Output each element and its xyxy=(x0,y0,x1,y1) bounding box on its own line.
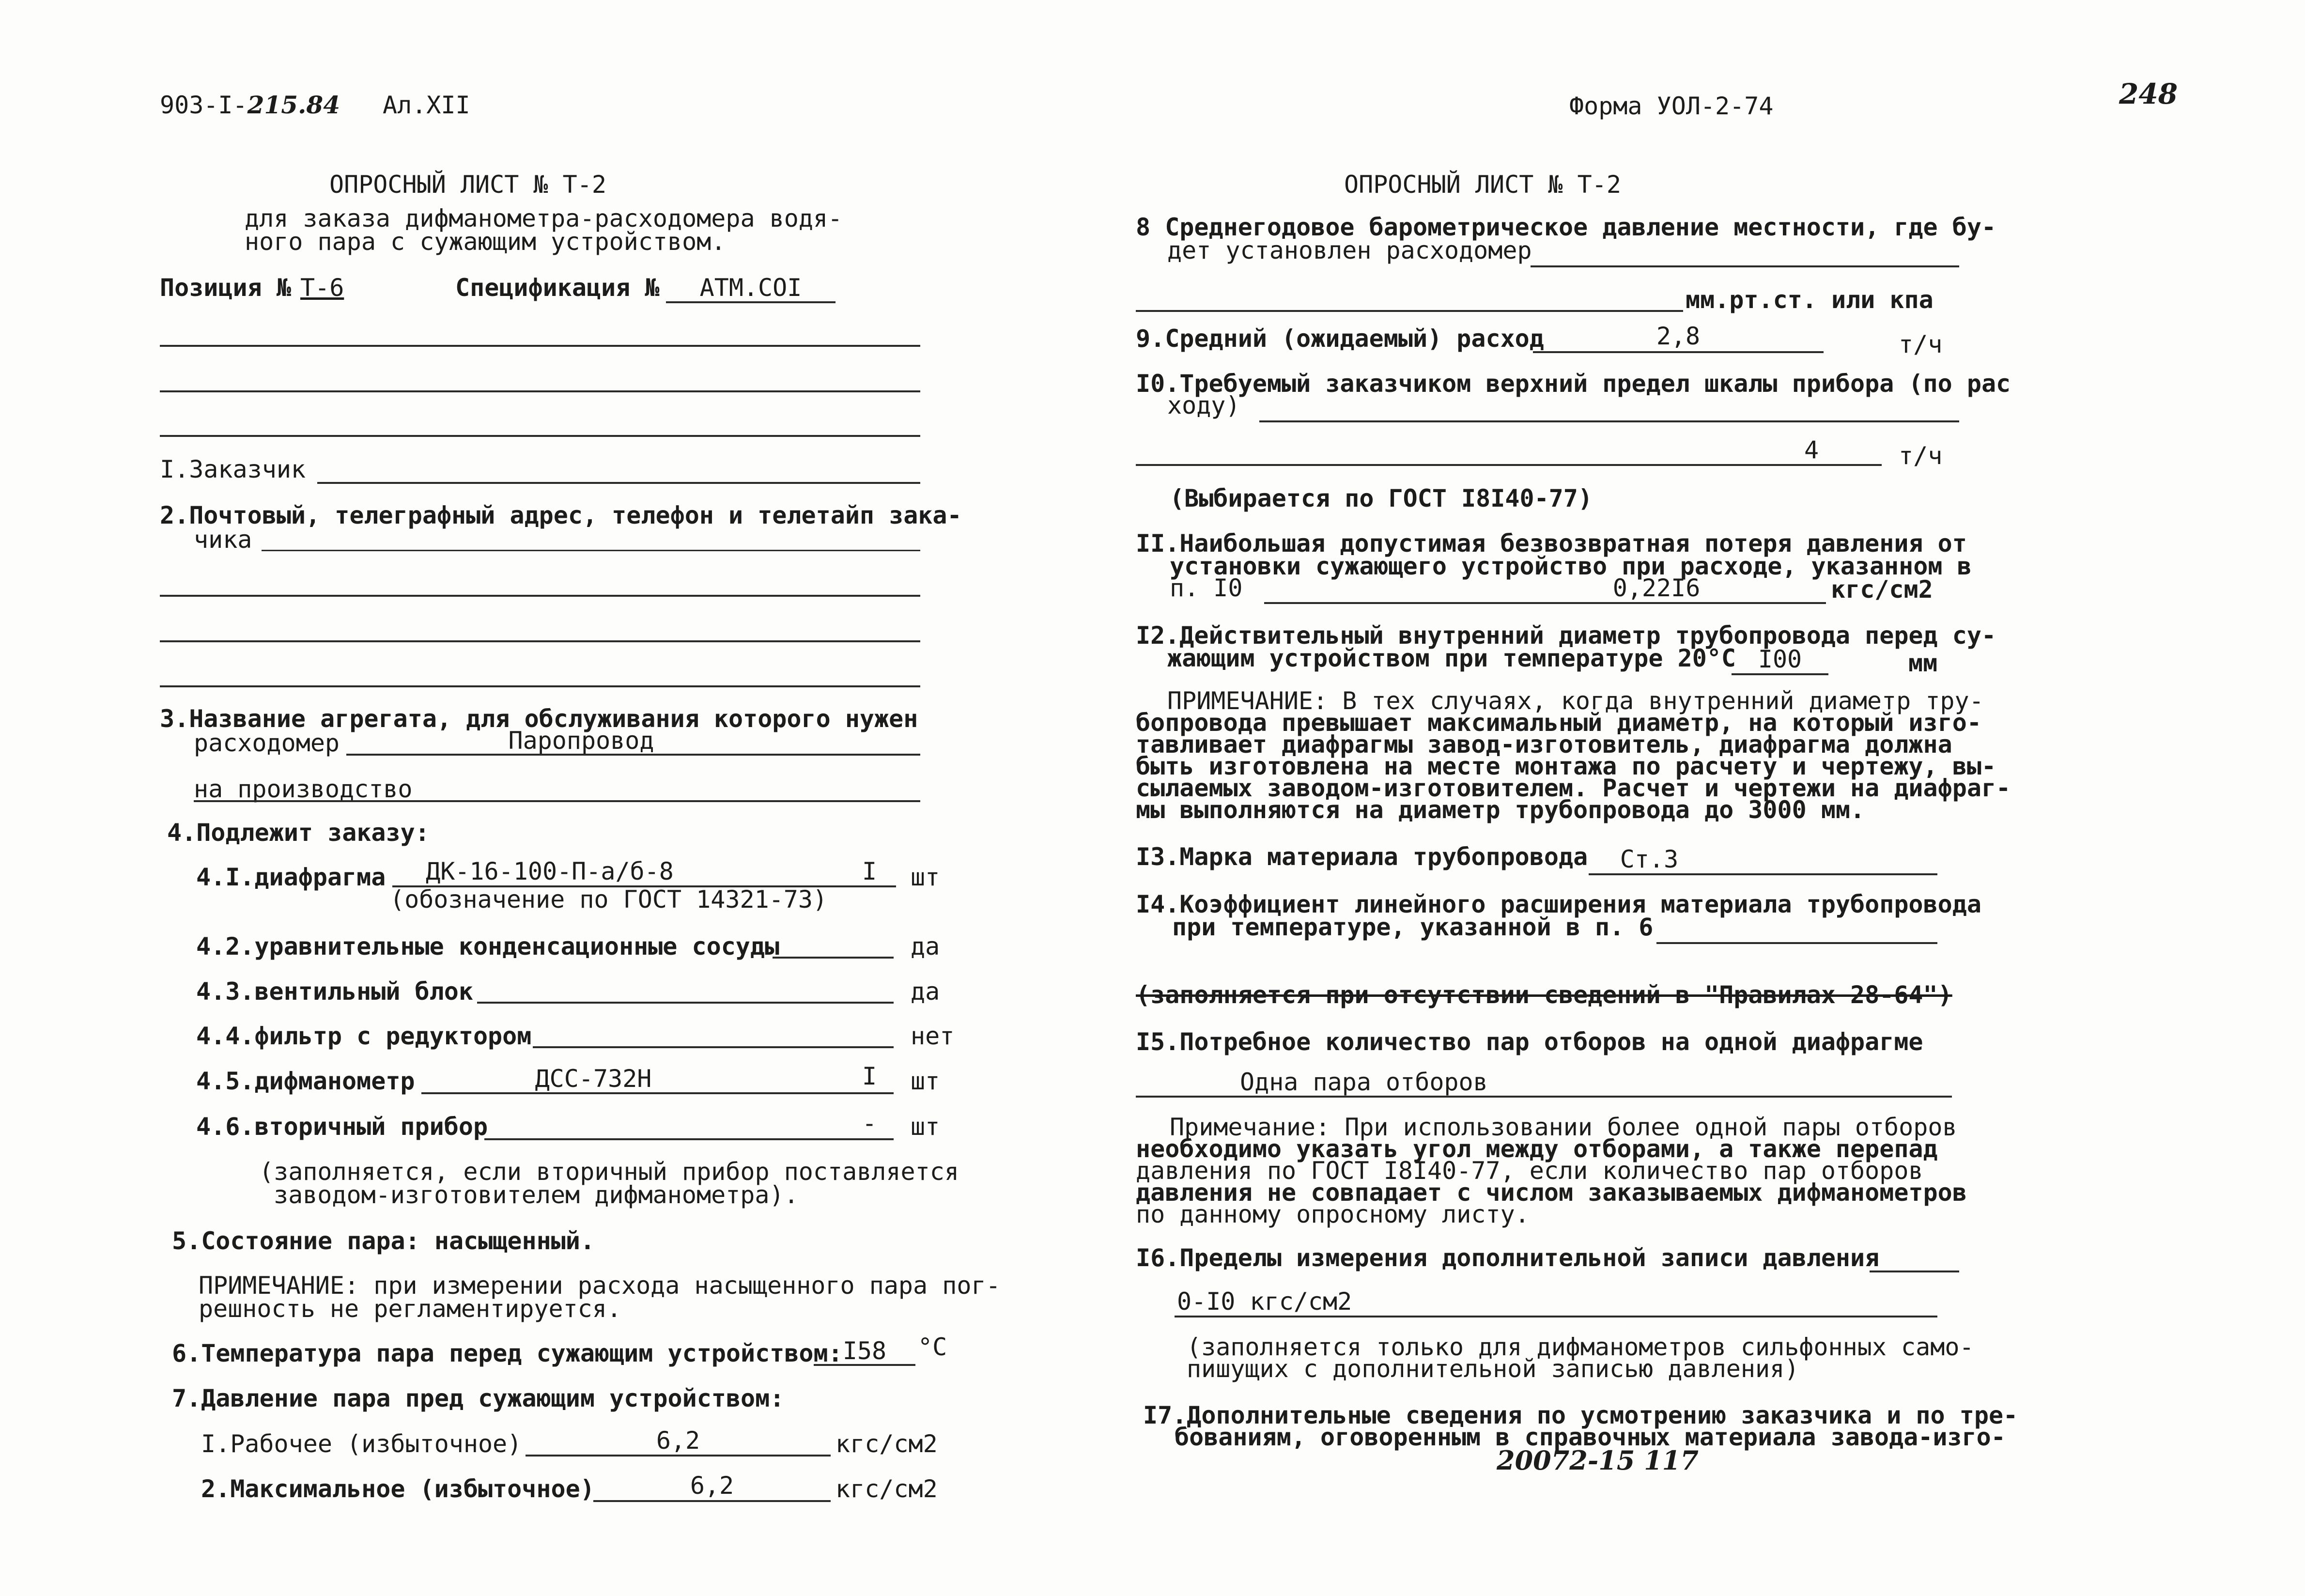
item-7-2-unit: кгс/см2 xyxy=(835,1475,938,1503)
note-16-line-2: пишущих с дополнительной записью давления) xyxy=(1187,1355,1799,1383)
album-label: Ал.XII xyxy=(383,91,470,119)
item-13-label: I3.Марка материала трубопровода xyxy=(1136,843,1588,871)
item-4-4-field xyxy=(533,1046,894,1048)
item-1-label: I.Заказчик xyxy=(160,455,306,483)
left-page xyxy=(0,0,1114,1596)
item-12-value: I00 xyxy=(1758,645,1802,673)
item-9-unit: т/ч xyxy=(1899,330,1943,358)
item-12-field xyxy=(1732,673,1828,675)
item-10-field xyxy=(1259,420,1959,422)
item-4-5-field xyxy=(421,1092,894,1094)
note-12-line-6: мы выполняются на диаметр трубопровода до 3000 мм. xyxy=(1136,796,1865,824)
item-4-1-unit: шт xyxy=(911,863,940,891)
item-12-line-2: жающим устройством при температуре 20°С xyxy=(1167,644,1736,672)
note-line-1: ПРИМЕЧАНИЕ: при измерении расхода насыщенного пара пог- xyxy=(199,1271,1001,1300)
item-4-1-label: 4.I.диафрагма xyxy=(196,863,386,891)
note-line-2: решность не регламентируется. xyxy=(199,1295,621,1323)
item-11-unit: кгс/см2 xyxy=(1831,575,1933,604)
note-15-line-4: давления не совпадает с числом заказываемых дифманометров xyxy=(1136,1178,1967,1207)
note-15-line-1: Примечание: При использовании более одной пары отборов xyxy=(1170,1113,1957,1141)
item-11-value: 0,22I6 xyxy=(1612,574,1701,602)
item-9-label: 9.Средний (ожидаемый) расход xyxy=(1136,325,1544,353)
item-8-field xyxy=(1531,265,1959,267)
note-12-line-1: ПРИМЕЧАНИЕ: В тех случаях, когда внутренний диаметр тру- xyxy=(1167,687,1984,715)
item-6-label: 6.Температура пара перед сужающим устройством: xyxy=(172,1339,843,1367)
item-6-unit: °C xyxy=(918,1333,947,1361)
item-10-value: 4 xyxy=(1804,436,1819,464)
item-7-1-value: 6,2 xyxy=(656,1426,700,1455)
item-12-line-1: I2.Действительный внутренний диаметр трубопровода перед су- xyxy=(1136,621,1996,650)
item-11-line-3: п. I0 xyxy=(1170,574,1243,602)
item-13-value: Ст.3 xyxy=(1620,845,1679,873)
spec-label: Спецификация № xyxy=(455,274,660,302)
spec-underline xyxy=(666,301,835,303)
item-4-6-note-1: (заполняется, если вторичный прибор поставляется xyxy=(259,1158,959,1186)
item-8-line-1: 8 Среднегодовое барометрическое давление местности, где бу- xyxy=(1136,213,1996,241)
item-4-2-label: 4.2.уравнительные конденсационные сосуды xyxy=(196,932,780,961)
blank-line xyxy=(160,435,920,437)
note-15-line-3: давления по ГОСТ I8I40-77, если количество пар отборов xyxy=(1136,1157,1923,1185)
item-4-4-label: 4.4.фильтр с редуктором xyxy=(196,1022,532,1050)
item-2-field xyxy=(262,550,920,551)
item-4-6-qty: - xyxy=(862,1109,877,1137)
item-3-line-2: расходомер xyxy=(194,729,340,757)
item-7-1-label: I.Рабочее (избыточное) xyxy=(201,1430,522,1458)
item-14-field xyxy=(1656,942,1937,944)
note-16-line-1: (заполняется только для дифманометров сильфонных само- xyxy=(1187,1333,1974,1361)
item-2-line-1: 2.Почтовый, телеграфный адрес, телефон и телетайп зака- xyxy=(160,501,962,529)
blank-line xyxy=(160,345,920,347)
subtitle-line-2: ного пара с сужающим устройством. xyxy=(245,228,726,256)
doc-code: 903-I-215.84 xyxy=(160,91,340,119)
spec-value: АТМ.СОI xyxy=(699,274,802,302)
item-4-6-unit: шт xyxy=(911,1113,940,1141)
item-16-field-2 xyxy=(1175,1316,1937,1317)
item-4-1-note: (обозначение по ГОСТ 14321-73) xyxy=(390,885,828,914)
form-code: Форма УОЛ-2-74 xyxy=(1569,92,1774,120)
item-10-unit: т/ч xyxy=(1899,442,1943,470)
position-value: Т-6 xyxy=(300,274,344,302)
item-4-1-value: ДК-16-100-П-а/б-8 xyxy=(426,857,674,885)
item-4-5-qty: I xyxy=(862,1062,877,1090)
item-7-2-field xyxy=(593,1500,831,1502)
item-10-field-2 xyxy=(1136,464,1882,466)
note-15-line-2: необходимо указать угол между отборами, а также перепад xyxy=(1136,1135,1938,1163)
item-4-4-unit: нет xyxy=(911,1022,955,1050)
item-12-unit: мм xyxy=(1908,649,1938,677)
item-14-line-2: при температуре, указанной в п. 6 xyxy=(1172,913,1654,941)
item-15-field xyxy=(1136,1096,1952,1098)
item-10-line-1: I0.Требуемый заказчиком верхний предел шкалы прибора (по рас xyxy=(1136,370,2011,398)
blank-line xyxy=(160,390,920,392)
item-4-2-unit: да xyxy=(911,932,940,961)
item-9-field xyxy=(1533,351,1824,353)
item-13-field xyxy=(1589,873,1937,875)
item-11-field xyxy=(1264,602,1826,604)
position-label: Позиция № xyxy=(160,274,291,302)
note-12-line-5: сылаемых заводом-изготовителем. Расчет и чертежи на диафраг- xyxy=(1136,774,2011,802)
item-8-line-2: дет установлен расходомер xyxy=(1167,236,1532,264)
item-4-label: 4.Подлежит заказу: xyxy=(167,819,430,847)
subtitle-line-1: для заказа дифманометра-расходомера водя- xyxy=(245,204,843,232)
item-16-value: 0-I0 кгс/см2 xyxy=(1177,1287,1352,1316)
item-16-label: I6.Пределы измерения дополнительной записи давления xyxy=(1136,1244,1880,1272)
item-4-6-note-2: заводом-изготовителем дифманометра). xyxy=(274,1181,799,1209)
item-4-5-label: 4.5.дифманометр xyxy=(196,1067,415,1095)
item-8-unit: мм.рт.ст. или кпа xyxy=(1686,286,1934,314)
item-10-note: (Выбирается по ГОСТ I8I40-77) xyxy=(1170,484,1593,512)
item-3-field xyxy=(346,754,920,756)
item-15-value: Одна пара отборов xyxy=(1240,1068,1488,1096)
note-15-line-5: по данному опросному листу. xyxy=(1136,1200,1530,1228)
item-8-field-2 xyxy=(1136,310,1683,312)
item-4-6-label: 4.6.вторичный прибор xyxy=(196,1113,488,1141)
item-4-3-unit: да xyxy=(911,977,940,1006)
item-6-field xyxy=(814,1364,915,1366)
right-form-title: ОПРОСНЫЙ ЛИСТ № Т-2 xyxy=(1344,170,1621,199)
item-2-line-2: чика xyxy=(194,526,252,554)
item-15-label: I5.Потребное количество пар отборов на одной диафрагме xyxy=(1136,1028,1923,1056)
item-11-line-1: II.Наибольшая допустимая безвозвратная потеря давления от xyxy=(1136,529,1967,558)
item-4-5-unit: шт xyxy=(911,1067,940,1095)
item-4-3-label: 4.3.вентильный блок xyxy=(196,977,473,1006)
item-3-value: Паропровод xyxy=(508,727,654,755)
item-4-2-field xyxy=(773,957,894,959)
item-3-line-3: на производство xyxy=(194,775,413,803)
item-4-5-value: ДСС-732Н xyxy=(535,1065,652,1093)
footer-handwritten-number: 20072-15 117 xyxy=(1497,1445,1699,1476)
item-5: 5.Состояние пара: насыщенный. xyxy=(172,1227,595,1255)
note-12-line-2: бопровода превышает максимальный диаметр, на который изго- xyxy=(1136,709,1981,737)
page-number: 248 xyxy=(2119,77,2178,110)
item-6-value: I58 xyxy=(842,1337,887,1365)
item-14-line-1: I4.Коэффициент линейного расширения материала трубопровода xyxy=(1136,890,1981,918)
item-7-label: 7.Давление пара пред сужающим устройством: xyxy=(172,1384,785,1412)
item-7-1-field xyxy=(526,1455,831,1457)
note-12-line-4: быть изготовлена на месте монтажа по расчету и чертежу, вы- xyxy=(1136,752,1996,780)
item-4-3-field xyxy=(477,1002,894,1004)
left-form-title: ОПРОСНЫЙ ЛИСТ № Т-2 xyxy=(329,170,606,199)
item-14-note: (заполняется при отсутствии сведений в "Правилах 28-64") xyxy=(1136,981,1952,1009)
item-17-line-2: бованиям, оговоренным в справочных материала завода-изго- xyxy=(1175,1423,2006,1451)
item-11-line-2: установки сужающего устройство при расходе, указанном в xyxy=(1170,552,1972,580)
item-7-2-label: 2.Максимальное (избыточное) xyxy=(201,1475,595,1503)
item-10-line-2: ходу) xyxy=(1167,391,1240,419)
blank-line xyxy=(160,640,920,642)
doc-code-handwritten: 215.84 xyxy=(247,91,340,119)
item-3-line-1: 3.Название агрегата, для обслуживания которого нужен xyxy=(160,705,918,733)
item-4-6-field xyxy=(484,1138,894,1140)
item-9-value: 2,8 xyxy=(1656,322,1701,350)
item-3-field-2 xyxy=(194,800,920,802)
item-16-field xyxy=(1870,1271,1959,1272)
blank-line xyxy=(160,685,920,687)
note-12-line-3: тавливает диафрагмы завод-изготовитель, диафрагма должна xyxy=(1136,730,1952,759)
right-page xyxy=(1114,0,2305,1596)
item-4-1-qty: I xyxy=(862,857,877,885)
item-7-2-value: 6,2 xyxy=(690,1472,734,1500)
blank-line xyxy=(160,595,920,597)
item-17-line-1: I7.Дополнительные сведения по усмотрению заказчика и по тре- xyxy=(1143,1401,2018,1429)
item-7-1-unit: кгс/см2 xyxy=(835,1430,938,1458)
item-1-field xyxy=(317,482,920,484)
